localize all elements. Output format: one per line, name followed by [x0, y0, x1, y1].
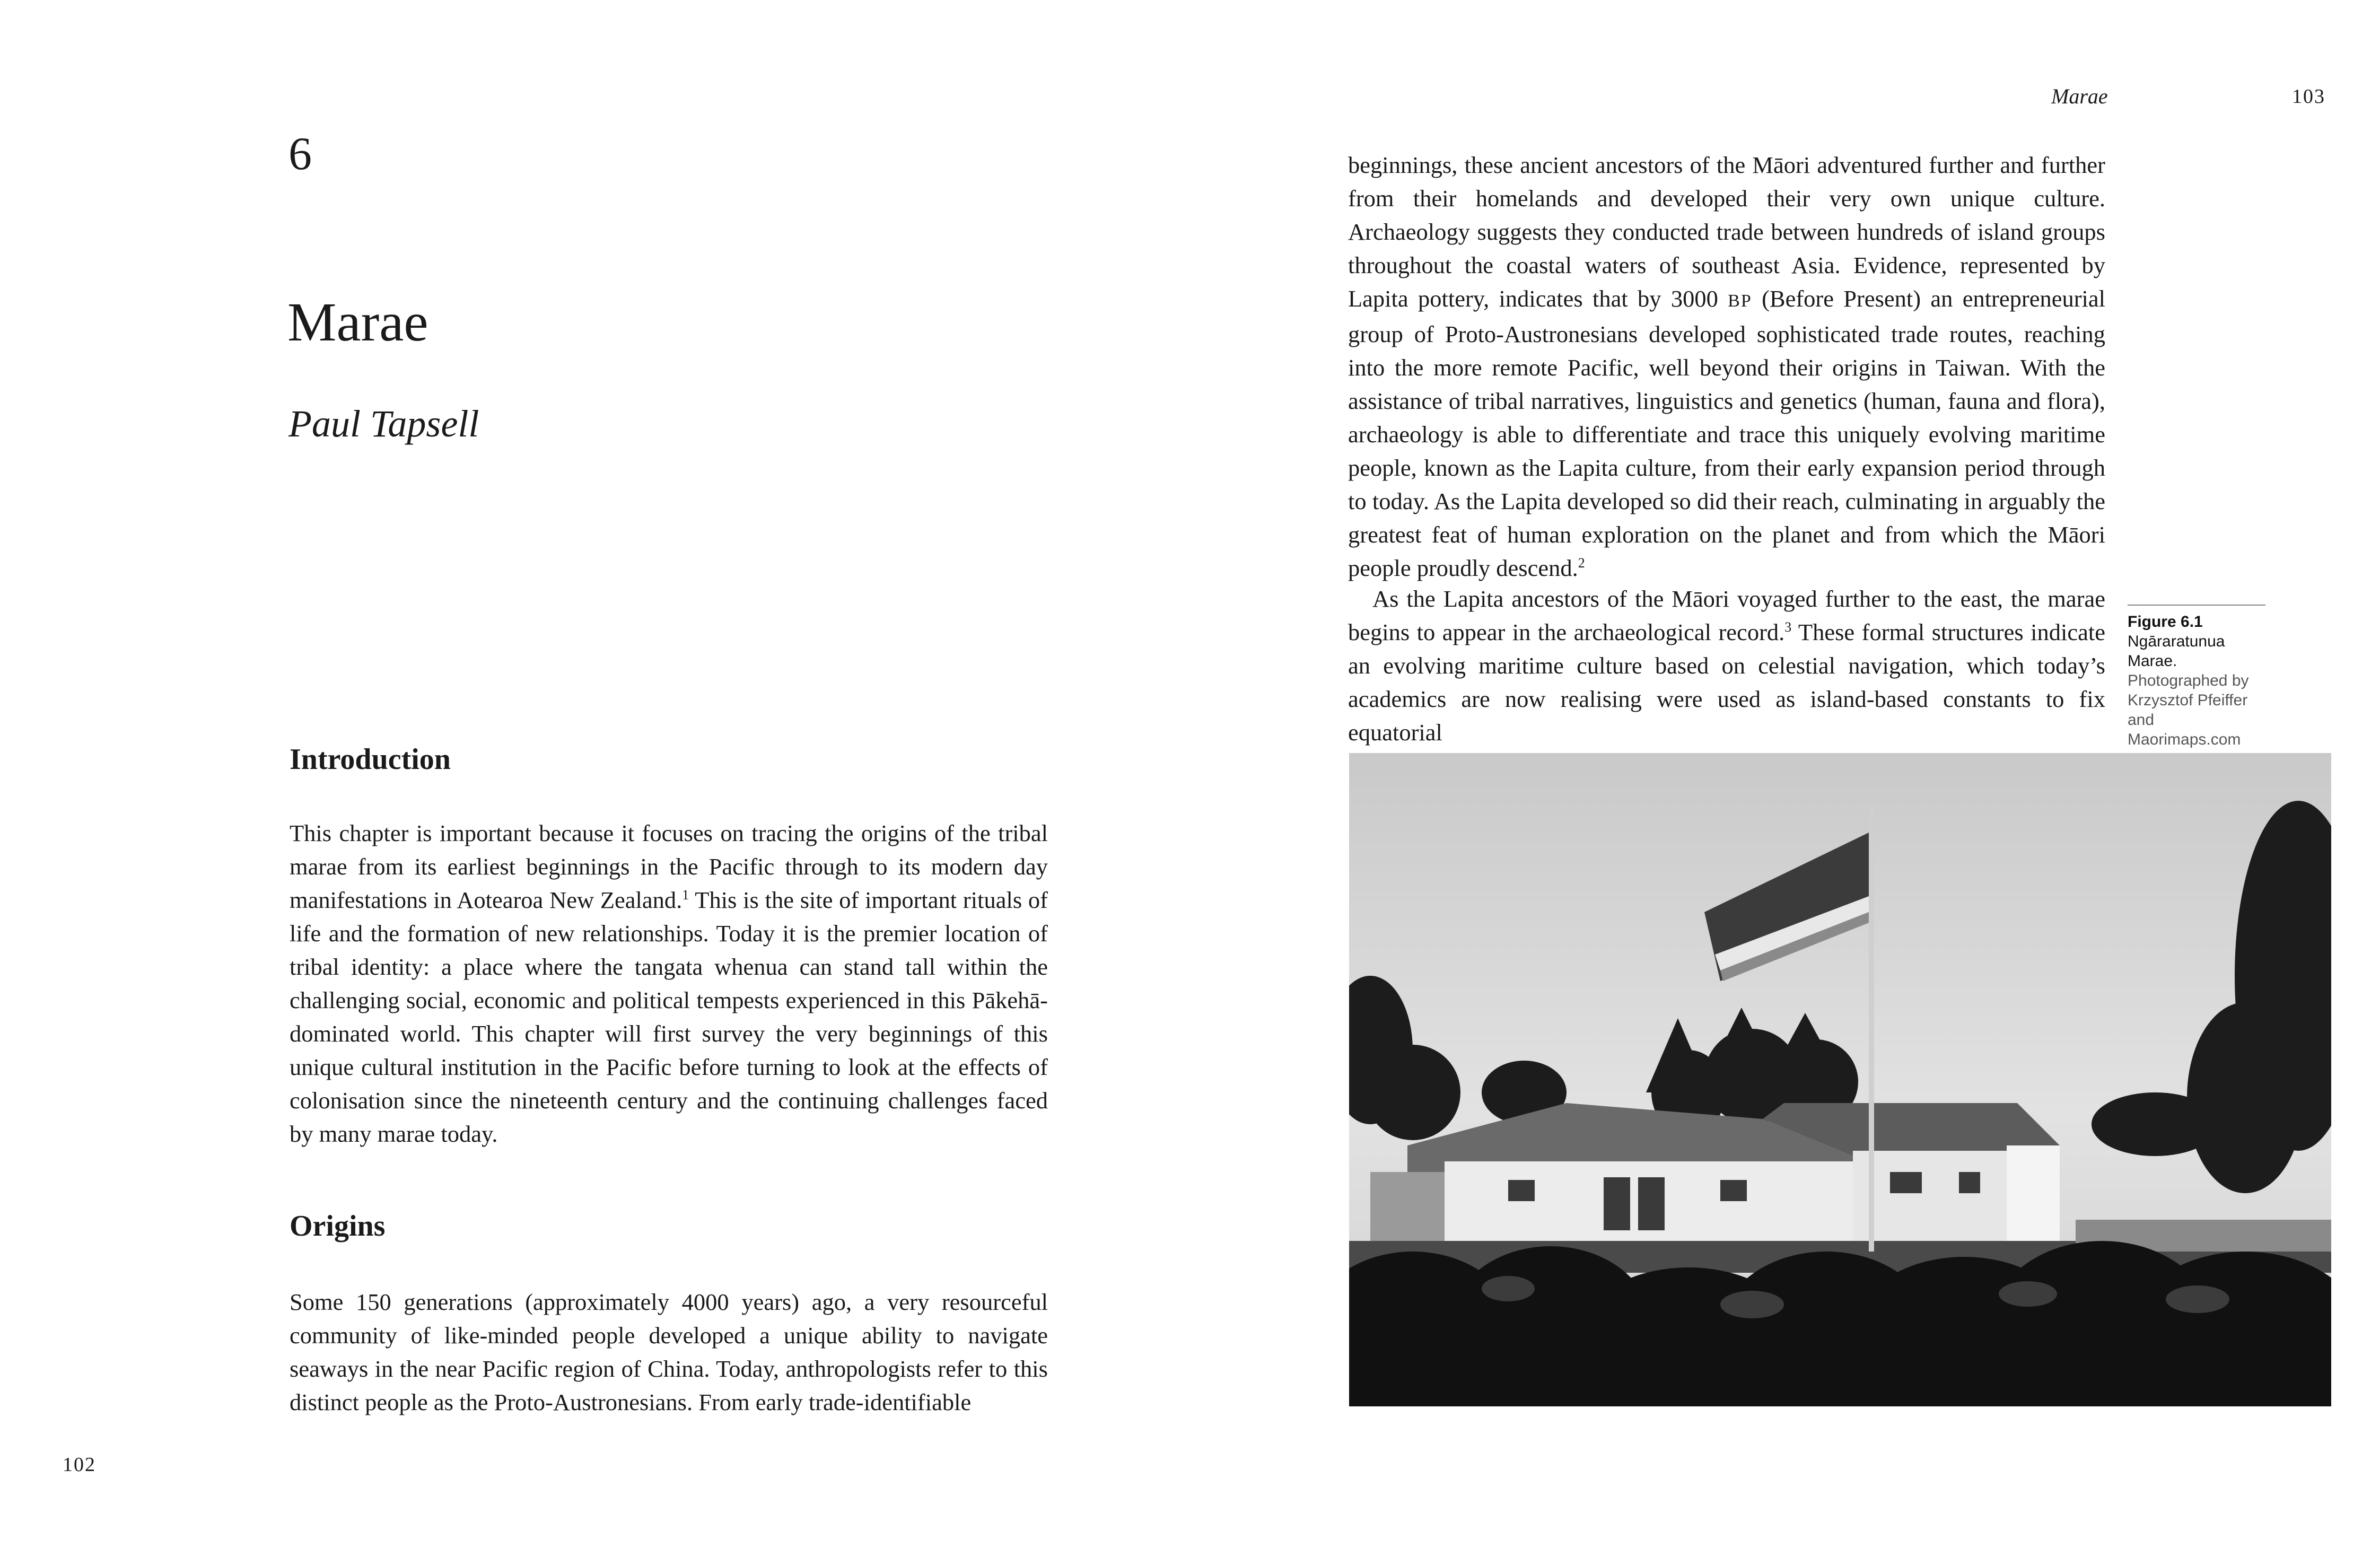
figure-label: Figure 6.1 [2128, 613, 2203, 631]
introduction-paragraph [290, 817, 1048, 1151]
chapter-number: 6 [288, 128, 312, 180]
foreground-stones [1349, 1241, 2331, 1406]
marae-photograph [1349, 753, 2331, 1406]
introduction-text-b: This is the site of important rituals of life and the formation of new relationships. Today it is the premier location of tribal identity: a place where the tangata whenua can stand tall within the challenging social, economic and political tempests experienced in this Pākehā-dominated world. This chapter will first survey the very beginnings of this unique cultural institution in the Pacific before turning to look at the effects of colonisation since the nineteenth century and the continuing challenges faced by many marae today. [290, 887, 1048, 1147]
figure-credit: Photographed by Krzysztof Pfeiffer and Maorimaps.com [2128, 672, 2249, 748]
footnote-marker-1[interactable]: 1 [682, 887, 689, 903]
running-head: Marae [2051, 84, 2108, 108]
era-abbreviation: BP [1728, 291, 1752, 311]
page-number-left: 102 [63, 1454, 96, 1476]
paragraph-1-text-b: (Before Present) an entrepreneurial group of Proto-Austronesians developed sophisticated trade routes, reaching into the more remote Pacific, well beyond their origins in Taiwan. With the assistance of tribal narratives, linguistics and genetics (human, fauna and flora), archaeology is able to differentiate and trace this uniquely evolving maritime people, known as the Lapita culture, from their early expansion period through to today. As the Lapita developed so did their reach, culminating in arguably the greatest feat of human exploration on the planet and from which the Māori people proudly descend. [1348, 285, 2105, 581]
body-paragraph-2 [1348, 582, 2105, 749]
marae-photo-illustration [1349, 753, 2331, 1406]
chapter-title: Marae [287, 292, 428, 353]
introduction-text-a: This chapter is important because it focuses on tracing the origins of the tribal marae from its earliest beginnings in the Pacific through to its modern day manifestations in Aotearoa New Zealand. [290, 820, 1048, 913]
footnote-marker-3[interactable]: 3 [1784, 619, 1792, 635]
paragraph-2-text-a: As the Lapita ancestors of the Māori voyaged further to the east, the marae begins to appear in the archaeological record. [1348, 585, 2105, 645]
origins-paragraph: Some 150 generations (approximately 4000 years) ago, a very resourceful community of like-minded people developed a unique ability to navigate seaways in the near Pacific region of China. Today, anthropologists refer to this distinct people as the Proto-Austronesians. From early trade-identifiable [290, 1289, 1048, 1415]
footnote-marker-2[interactable]: 2 [1578, 555, 1585, 571]
figure-caption [2128, 605, 2271, 749]
chapter-author: Paul Tapsell [288, 403, 479, 445]
section-heading-origins: Origins [290, 1210, 386, 1243]
paragraph-1-text-a: beginnings, these ancient ancestors of the Māori adventured further and further from their homelands and developed their very own unique culture. Archaeology suggests they conducted trade between hundreds of island groups throughout the coastal waters of southeast Asia. Evidence, represented by Lapita pottery, indicates that by 3000 [1348, 152, 2105, 312]
figure-title: Ngāraratunua Marae. [2128, 633, 2225, 670]
caption-rule [2128, 605, 2265, 606]
flag-pole [1869, 806, 1874, 1252]
paragraph-2-text-b: These formal structures indicate an evolving maritime culture based on celestial navigation, which today’s academics are now realising were used as island-based constants to fix equatorial [1348, 619, 2105, 746]
body-paragraph-1 [1348, 148, 2105, 585]
page-number-right: 103 [2292, 85, 2325, 108]
section-heading-introduction: Introduction [290, 743, 451, 776]
